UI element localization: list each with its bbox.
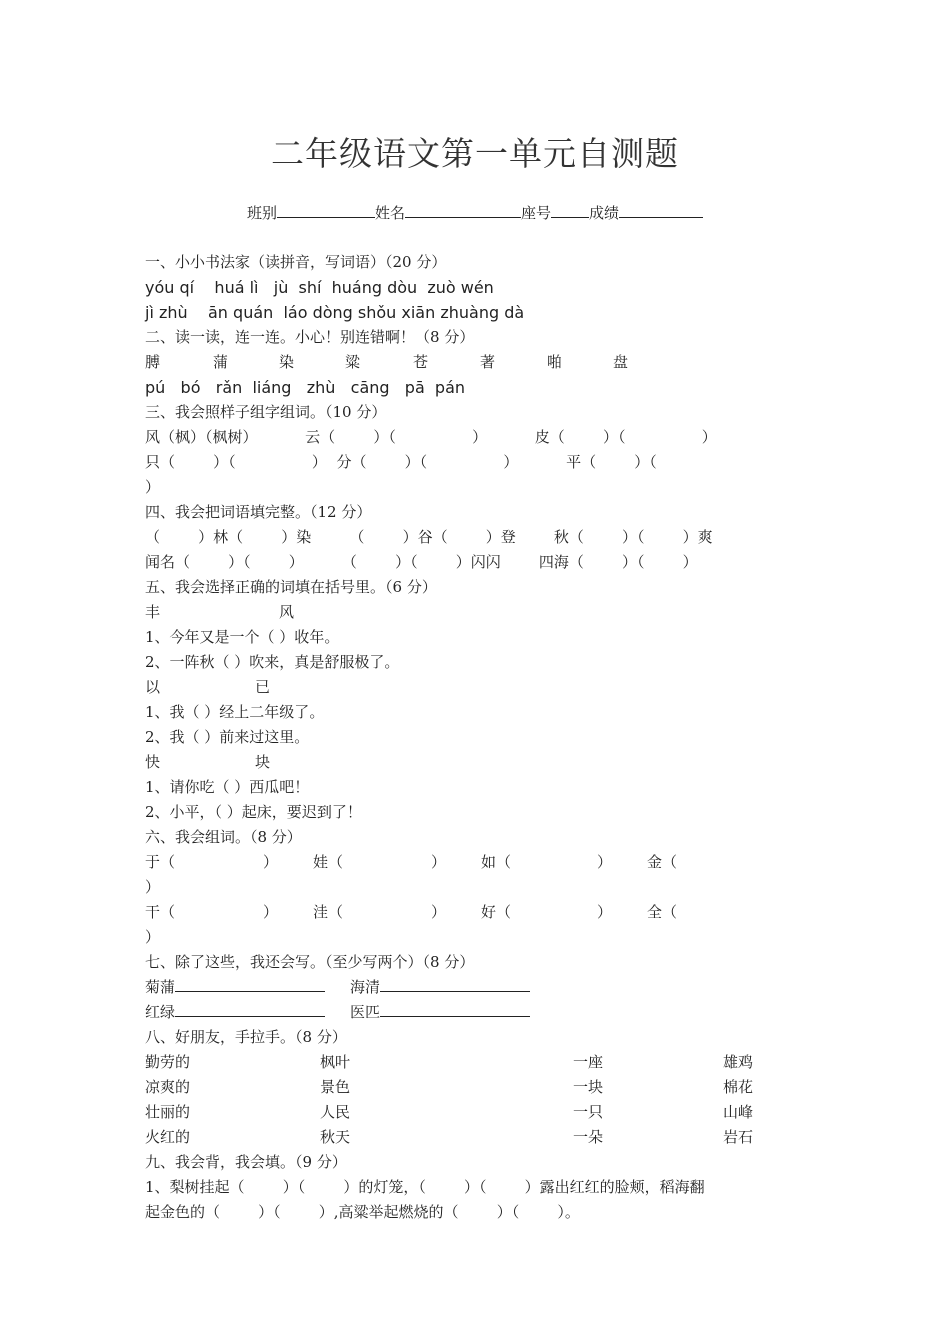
match-item[interactable]: 山峰 (723, 1103, 754, 1121)
s2-char: 盘 (613, 353, 629, 371)
section-1-heading: 一、小小书法家（读拼音，写词语）（20 分） (145, 253, 447, 271)
s2-char: 膊 (145, 353, 161, 371)
s2-char-row (145, 350, 805, 375)
s7-row-2 (145, 1000, 805, 1025)
section-2-heading: 二、读一读，连一连。小心！别连错啊！（8 分） (145, 328, 475, 346)
s5-question: 2、小平，（ ）起床，要迟到了！ (145, 803, 362, 821)
s5-question: 2、我（ ）前来过这里。 (145, 728, 310, 746)
s6-item: 全（ (647, 903, 678, 921)
s6-item: 娃（ (313, 853, 344, 871)
s6-item: ） (597, 853, 613, 871)
s2-char: 染 (279, 353, 295, 371)
s5-question: 1、今年又是一个（ ）收年。 (145, 628, 340, 646)
section-4-heading: 四、我会把词语填完整。（12 分） (145, 503, 372, 521)
s5-question: 1、我（ ）经上二年级了。 (145, 703, 325, 721)
answer-blank[interactable] (380, 975, 530, 992)
s6-row-1-tail: ） (145, 878, 161, 896)
s7-row-1 (145, 975, 805, 1000)
s6-row-2-tail: ） (145, 928, 161, 946)
s5-group-3-options (145, 750, 805, 775)
section-5-heading: 五、我会选择正确的词填在括号里。（6 分） (145, 578, 437, 596)
section-3-heading: 三、我会照样子组字组词。（10 分） (145, 403, 387, 421)
s8-row (145, 1100, 805, 1125)
s7-item (350, 1000, 530, 1025)
s5-question: 2、一阵秋（ ）吹来，真是舒服极了。 (145, 653, 400, 671)
option-word: 风 (279, 603, 295, 621)
class-blank[interactable] (277, 203, 375, 218)
s7-word: 红绿 (145, 1003, 176, 1021)
match-item[interactable]: 岩石 (723, 1128, 754, 1146)
s6-item: 好（ (481, 903, 512, 921)
s8-row (145, 1050, 805, 1075)
match-item[interactable]: 棉花 (723, 1078, 754, 1096)
s4-line-2: 闻名（ ）（ ） （ ）（ ）闪闪 四海（ ）（ ） (145, 553, 698, 571)
s8-row (145, 1125, 805, 1150)
page-title: 二年级语文第一单元自测题 (271, 134, 679, 173)
s3-line-1: 风（枫）（枫树） 云（ ）（ ） 皮（ ）（ ） (145, 428, 717, 446)
s3-line-2: 只（ ）（ ） 分（ ）（ ） 平（ ）（ (145, 453, 657, 471)
s1-pinyin-line-1: yóu qí huá lì jù shí huáng dòu zuò wén (145, 278, 494, 297)
s9-line-2: 起金色的（ ）（ ）,高粱举起燃烧的（ ）（ ）。 (145, 1203, 580, 1221)
s6-item: ） (431, 853, 447, 871)
s6-item: 干（ (145, 903, 176, 921)
name-blank[interactable] (405, 203, 521, 218)
s7-item (145, 975, 325, 1000)
match-item[interactable]: 凉爽的 (145, 1078, 191, 1096)
section-7-heading: 七、除了这些，我还会写。（至少写两个）（8 分） (145, 953, 475, 971)
match-item[interactable]: 一块 (573, 1078, 604, 1096)
match-item[interactable]: 火红的 (145, 1128, 191, 1146)
match-item[interactable]: 秋天 (320, 1128, 351, 1146)
section-6-heading: 六、我会组词。（8 分） (145, 828, 302, 846)
s3-line-3: ） (145, 478, 161, 496)
s1-pinyin-line-2: jì zhù ān quán láo dòng shǒu xiān zhuàng dà (145, 303, 525, 322)
seat-blank[interactable] (551, 203, 589, 218)
s4-line-1: （ ）林（ ）染 （ ）谷（ ）登 秋（ ）（ ）爽 (145, 528, 713, 546)
s2-char: 蒲 (213, 353, 229, 371)
match-item[interactable]: 一座 (573, 1053, 604, 1071)
worksheet-content (145, 250, 805, 1225)
s6-item: ） (263, 853, 279, 871)
option-word: 以 (145, 678, 161, 696)
s7-word: 海清 (350, 978, 381, 996)
section-8-heading: 八、好朋友，手拉手。（8 分） (145, 1028, 347, 1046)
option-word: 丰 (145, 603, 161, 621)
section-9-heading: 九、我会背，我会填。（9 分） (145, 1153, 347, 1171)
s6-row-1 (145, 850, 805, 875)
class-label: 班别 (246, 204, 277, 222)
match-item[interactable]: 景色 (320, 1078, 351, 1096)
student-info-line (0, 202, 950, 223)
s8-row (145, 1075, 805, 1100)
match-item[interactable]: 一朵 (573, 1128, 604, 1146)
option-word: 快 (145, 753, 161, 771)
s6-row-2 (145, 900, 805, 925)
s6-item: 如（ (481, 853, 512, 871)
s7-word: 医匹 (350, 1003, 381, 1021)
answer-blank[interactable] (175, 975, 325, 992)
s2-pinyin-row: pú bó rǎn liáng zhù cāng pā pán (145, 378, 466, 397)
s6-item: 于（ (145, 853, 176, 871)
s7-item (350, 975, 530, 1000)
option-word: 已 (255, 678, 271, 696)
s2-char: 粱 (345, 353, 361, 371)
s7-item (145, 1000, 325, 1025)
answer-blank[interactable] (175, 1000, 325, 1017)
s6-item: 洼（ (313, 903, 344, 921)
answer-blank[interactable] (380, 1000, 530, 1017)
s5-group-1-options (145, 600, 805, 625)
match-item[interactable]: 一只 (573, 1103, 604, 1121)
s2-char: 著 (480, 353, 496, 371)
s2-char: 啪 (547, 353, 563, 371)
s6-item: ） (431, 903, 447, 921)
match-item[interactable]: 雄鸡 (723, 1053, 754, 1071)
match-item[interactable]: 勤劳的 (145, 1053, 191, 1071)
s6-item: ） (597, 903, 613, 921)
s2-char: 苍 (413, 353, 429, 371)
s5-group-2-options (145, 675, 805, 700)
match-item[interactable]: 枫叶 (320, 1053, 351, 1071)
s7-word: 菊蒲 (145, 978, 176, 996)
score-blank[interactable] (619, 203, 703, 218)
s9-line-1: 1、梨树挂起（ ）（ ）的灯笼，（ ）（ ）露出红红的脸颊，稻海翻 (145, 1178, 705, 1196)
match-item[interactable]: 人民 (320, 1103, 351, 1121)
s5-question: 1、请你吃（ ）西瓜吧！ (145, 778, 310, 796)
s6-item: 金（ (647, 853, 678, 871)
seat-label: 座号 (521, 204, 552, 222)
option-word: 块 (255, 753, 271, 771)
name-label: 姓名 (374, 204, 405, 222)
match-item[interactable]: 壮丽的 (145, 1103, 191, 1121)
score-label: 成绩 (589, 204, 620, 222)
s6-item: ） (263, 903, 279, 921)
